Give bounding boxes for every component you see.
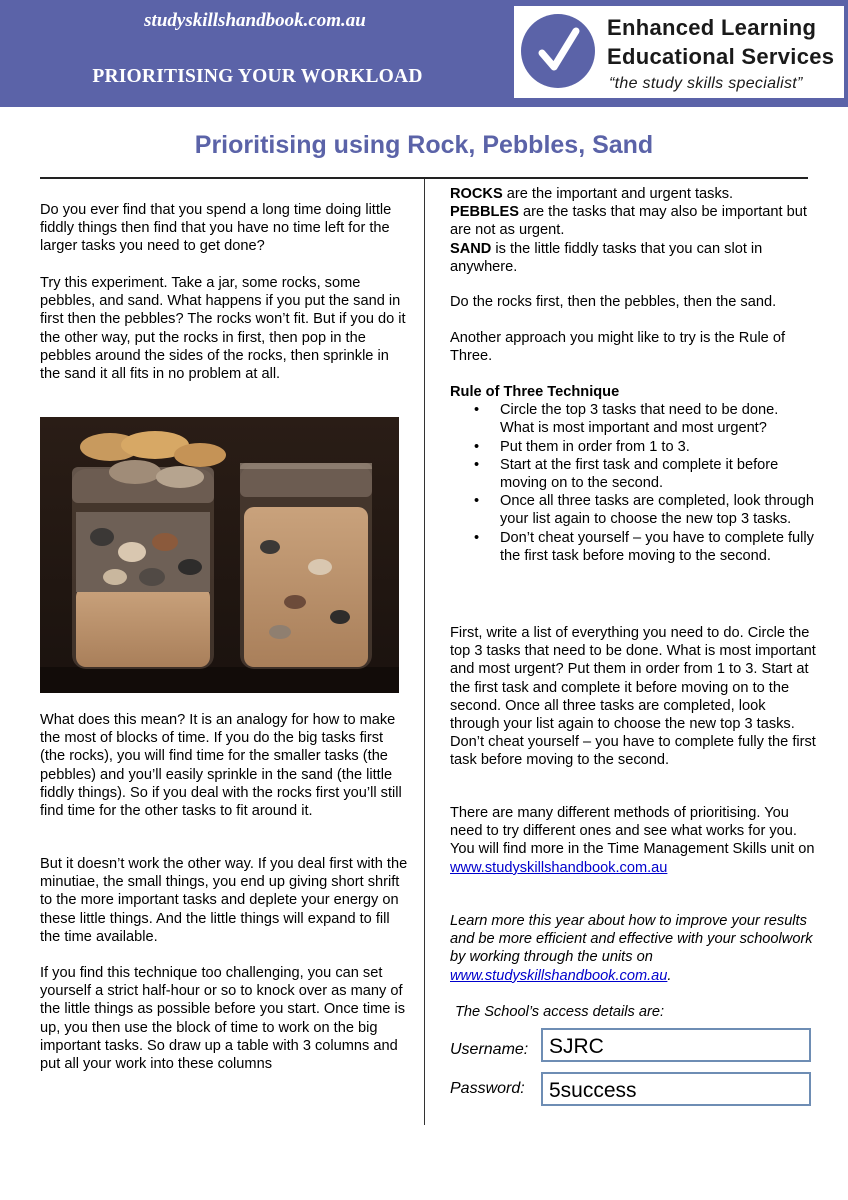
order-text: Do the rocks first, then the pebbles, then the sand. [450, 294, 777, 310]
pebbles-definition [450, 203, 816, 239]
experiment-paragraph [40, 274, 412, 383]
logo-tagline: “the study skills specialist” [609, 75, 803, 92]
username-label: Username: [450, 1041, 529, 1058]
access-intro: The School’s access details are: [455, 1004, 665, 1020]
rule-of-three [450, 383, 816, 565]
learn-body: Learn more this year about how to improve your results and be more efficient and effective with your schoolwork by working through the units on [450, 913, 813, 966]
first-paragraph [450, 624, 816, 770]
methods-body: There are many different methods of prioritising. You need to try different ones and see what works for you. You will find more in the Time Management Skills unit on [450, 805, 815, 858]
sand-term: SAND [450, 240, 492, 257]
rocks-definition [450, 185, 816, 203]
rocks-term: ROCKS [450, 186, 503, 202]
definitions [450, 185, 816, 276]
section-title: PRIORITISING YOUR WORKLOAD [92, 66, 423, 87]
page-title: Prioritising using Rock, Pebbles, Sand [194, 131, 654, 159]
list-item: • Don’t cheat yourself – you have to complete fully the first task before moving to the second. [500, 529, 816, 565]
username-field: SJRC [541, 1028, 811, 1062]
sand-def: is the little fiddly tasks that you can slot in anywhere. [450, 240, 763, 275]
logo-line-2: Educational Services [607, 44, 835, 69]
rule-list [450, 401, 816, 565]
meaning-text: What does this mean? It is an analogy for how to make the most of blocks of time. If you do the big tasks first (the rocks), you will find time for the smaller tasks (the pebbles) and you’ll easily sprinkle in the sand (the little fiddly things). So if you deal with the rocks first you’ll still find time for the other tasks to fit around it. [40, 712, 402, 820]
password-label: Password: [450, 1080, 525, 1097]
another-text: Another approach you might like to try is the Rule of Three. [450, 330, 786, 365]
meaning-paragraph [40, 711, 412, 820]
rule-heading: Rule of Three Technique [450, 384, 620, 400]
challenge-text: If you find this technique too challenging, you can set yourself a strict half-hour or so to knock over as many of the little things as possible before you start. Once time is up, you then use the block of time to work on the big important tasks. So draw up a table with 3 columns and put all your work into these columns [40, 965, 406, 1073]
intro-text: Do you ever find that you spend a long time doing little fiddly things then find that you have no time left for the larger tasks you need to get done? [40, 202, 392, 255]
experiment-text: Try this experiment. Take a jar, some rocks, some pebbles, and sand. What happens if you put the sand in first then the pebbles? The rocks won’t fit. But if you do it the other way, put the rocks in first, then pop in the pebbles around the sides of the rocks, then sprinkle in the sand it all fits in no problem at all. [40, 275, 406, 383]
logo [514, 6, 844, 98]
handbook-link[interactable]: www.studyskillshandbook.com.au [450, 859, 668, 876]
learn-paragraph [450, 912, 816, 985]
password-field: 5success [541, 1072, 811, 1106]
header-banner [0, 0, 848, 107]
pebbles-term: PEBBLES [450, 204, 519, 221]
pebbles-def: are the tasks that may also be important but are not as urgent. [450, 204, 807, 239]
methods-paragraph [450, 804, 816, 877]
order-paragraph [450, 293, 816, 311]
list-item: • Start at the first task and complete it before moving on to the second. [500, 456, 816, 492]
sand-definition [450, 240, 816, 276]
list-item: • Circle the top 3 tasks that need to be done. What is most important and most urgent? [500, 401, 816, 437]
learn-text [450, 912, 816, 985]
minutiae-text: But it doesn’t work the other way. If you deal first with the minutiae, the small things, you end up giving short shrift to the more important tasks and deplete your energy on these little things. And the little things will expand to fill the time available. [40, 856, 408, 945]
list-item: • Once all three tasks are completed, look through your list again to choose the new top 3 tasks. [500, 492, 816, 528]
methods-text [450, 804, 816, 877]
intro-paragraph [40, 201, 412, 256]
site-name: studyskillshandbook.com.au [144, 10, 366, 31]
jars-photo [40, 417, 399, 693]
first-text: First, write a list of everything you need to do. Circle the top 3 tasks that need to be done. What is most important and most urgent? Put them in order from 1 to 3. Start at the first task and complete it before moving on to the second. Once all three tasks are completed, look through your list again to choose the new top 3 tasks. Don’t cheat yourself – you have to complete fully the first task before moving to the second. [450, 625, 816, 769]
handbook-link-2[interactable]: www.studyskillshandbook.com.au [450, 967, 668, 984]
minutiae-paragraph [40, 855, 412, 946]
challenge-paragraph [40, 964, 412, 1073]
checkmark-logo-icon [518, 11, 598, 91]
rocks-def: are the important and urgent tasks. [502, 186, 734, 202]
logo-line-1: Enhanced Learning [607, 15, 817, 40]
column-divider [424, 179, 425, 1125]
another-paragraph [450, 329, 816, 365]
list-item: • Put them in order from 1 to 3. [500, 438, 816, 456]
learn-end: . [667, 967, 672, 984]
